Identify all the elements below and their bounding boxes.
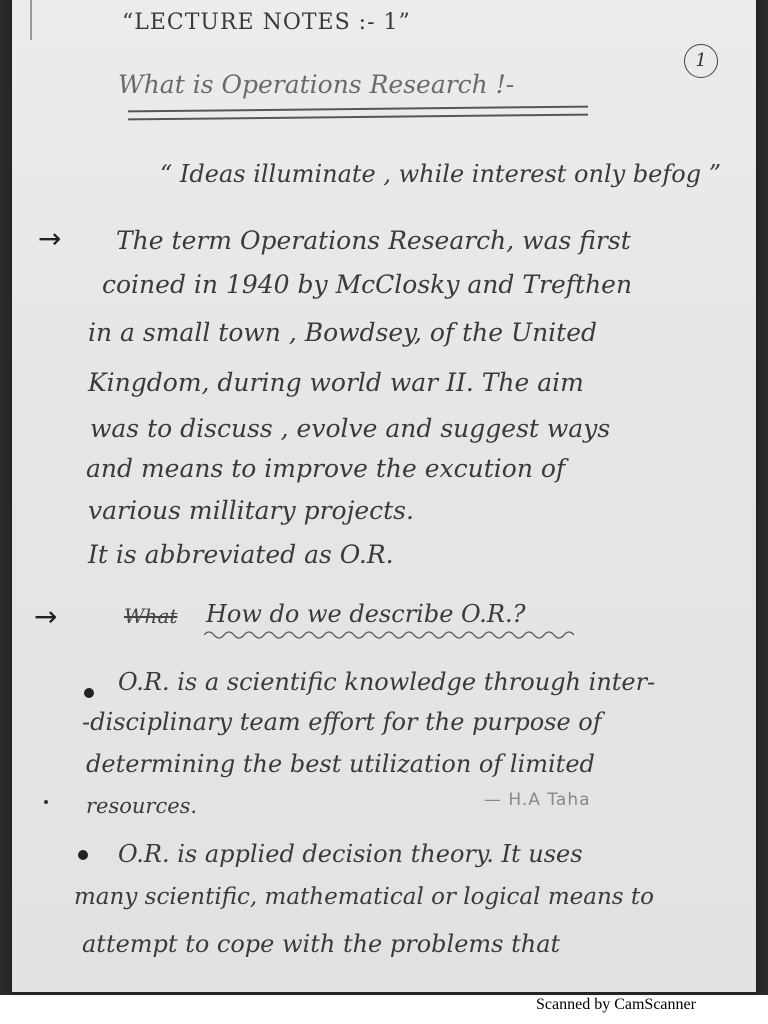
paragraph-line: coined in 1940 by McClosky and Trefthen — [102, 270, 633, 299]
definition-line: O.R. is applied decision theory. It uses — [118, 840, 583, 868]
bullet-icon — [84, 688, 94, 698]
page-title: “LECTURE NOTES :- 1” — [122, 10, 411, 35]
heading-underline — [128, 106, 588, 112]
page-number-circle: 1 — [684, 44, 718, 78]
definition-line: -disciplinary team effort for the purpose of — [82, 708, 602, 736]
stray-dot — [44, 800, 48, 804]
paragraph-line: Kingdom, during world war II. The aim — [88, 368, 584, 397]
paragraph-line: It is abbreviated as O.R. — [88, 540, 394, 569]
definition-author: — H.A Taha — [484, 790, 591, 810]
arrow-icon: → — [34, 600, 58, 633]
definition-line: determining the best utilization of limited — [86, 750, 595, 778]
section-heading: What is Operations Research !- — [118, 70, 515, 99]
arrow-icon: → — [38, 222, 62, 255]
definition-line: attempt to cope with the problems that — [82, 930, 561, 958]
quote: “ Ideas illuminate , while interest only befog ” — [160, 160, 721, 188]
paragraph-line: various millitary projects. — [88, 496, 414, 525]
definition-line: many scientific, mathematical or logical means to — [74, 884, 654, 910]
bullet-icon — [78, 850, 88, 860]
subheading: How do we describe O.R.? — [206, 600, 526, 628]
paragraph-line: was to discuss , evolve and suggest ways — [90, 414, 611, 443]
paragraph-line: and means to improve the excution of — [86, 454, 566, 483]
paragraph-line: The term Operations Research, was first — [116, 226, 631, 255]
definition-line: O.R. is a scientific knowledge through inter- — [118, 668, 656, 696]
paragraph-line: in a small town , Bowdsey, of the United — [88, 318, 598, 347]
scanner-watermark: Scanned by CamScanner — [536, 996, 696, 1013]
struck-word: What — [124, 604, 178, 628]
wavy-underline — [204, 628, 584, 642]
margin-line — [30, 0, 32, 40]
definition-line: resources. — [86, 794, 198, 818]
heading-underline — [128, 114, 588, 120]
notebook-page — [12, 0, 756, 992]
